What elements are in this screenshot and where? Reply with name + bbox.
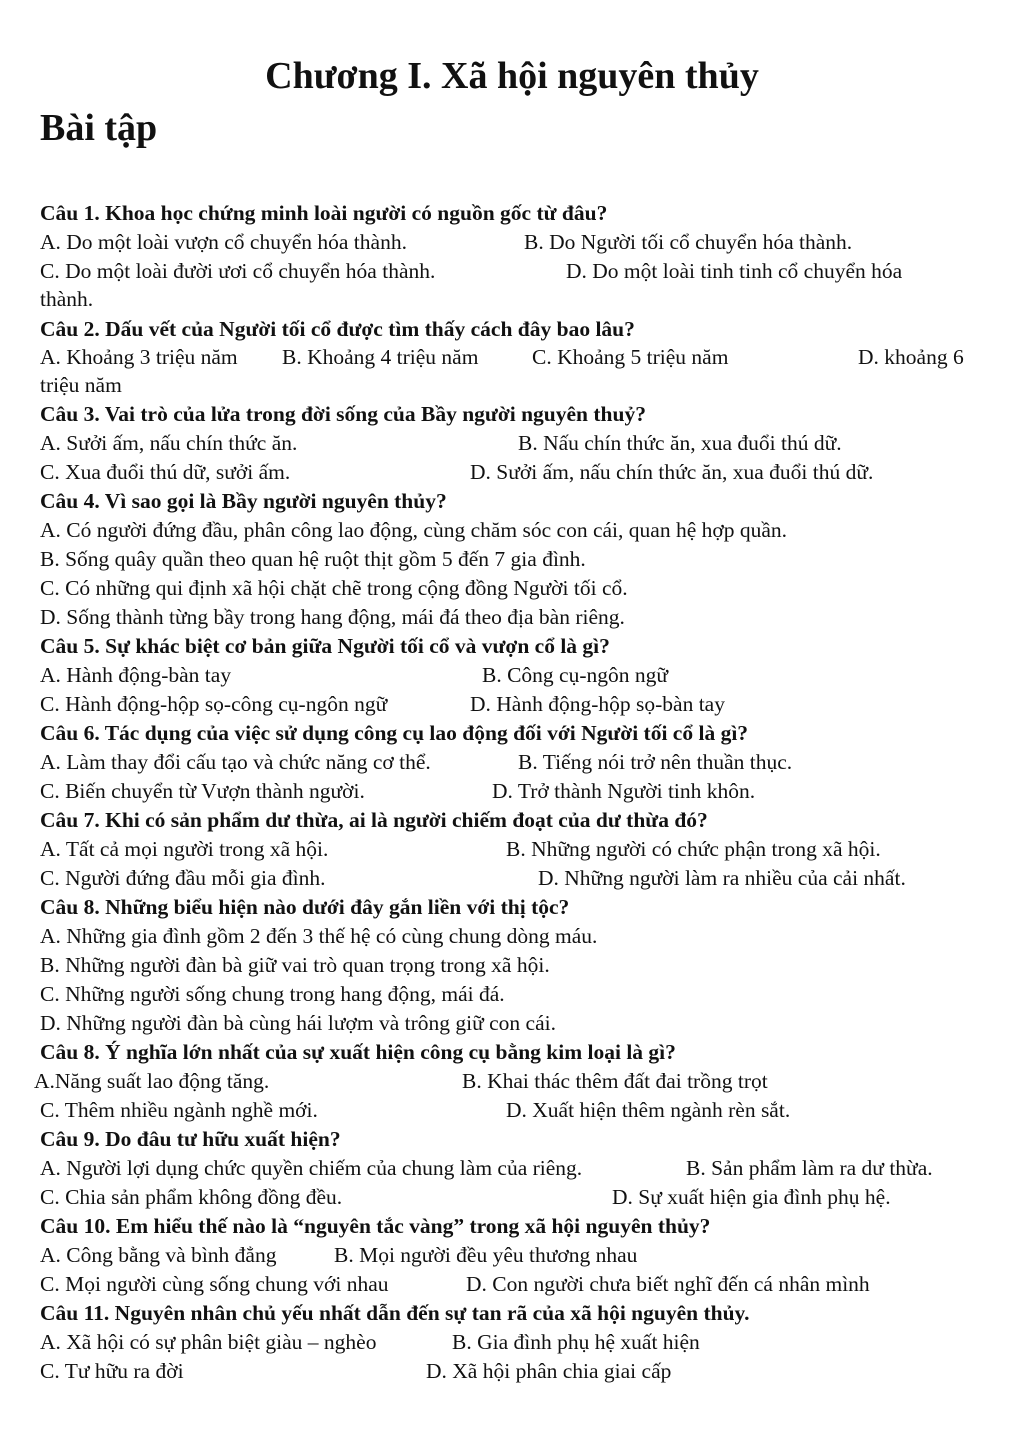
answer-row — [0, 228, 1024, 257]
question-3 — [0, 400, 1024, 429]
answer-row — [0, 574, 1024, 603]
section-title: Bài tập — [40, 107, 158, 149]
question-11 — [0, 1299, 1024, 1328]
option-a: A.Năng suất lao động tăng. — [34, 1069, 270, 1093]
question-text: Câu 9. Do đâu tư hữu xuất hiện? — [40, 1127, 341, 1151]
option-a: A. Xã hội có sự phân biệt giàu – nghèo — [40, 1330, 377, 1354]
answer-row — [0, 748, 1024, 777]
option-c: C. Những người sống chung trong hang động, mái đá. — [40, 982, 505, 1006]
question-9 — [0, 1125, 1024, 1154]
option-a: A. Những gia đình gồm 2 đến 3 thế hệ có cùng chung dòng máu. — [40, 924, 598, 948]
option-b: B. Công cụ-ngôn ngữ — [482, 663, 669, 687]
question-4 — [0, 487, 1024, 516]
option-c: C. Xua đuổi thú dữ, sưởi ấm. — [40, 460, 291, 484]
option-c: C. Thêm nhiều ngành nghề mới. — [40, 1098, 318, 1122]
question-5 — [0, 632, 1024, 661]
option-b: B. Những người có chức phận trong xã hội. — [506, 837, 881, 861]
option-c: C. Mọi người cùng sống chung với nhau — [40, 1272, 389, 1296]
answer-row — [0, 1009, 1024, 1038]
option-b: B. Gia đình phụ hệ xuất hiện — [452, 1330, 700, 1354]
question-text: Câu 6. Tác dụng của việc sử dụng công cụ lao động đối với Người tối cổ là gì? — [40, 721, 749, 745]
answer-row — [0, 545, 1024, 574]
answer-row — [0, 343, 1024, 372]
answer-row — [0, 429, 1024, 458]
answer-row — [0, 1357, 1024, 1386]
option-c: C. Chia sản phẩm không đồng đều. — [40, 1185, 343, 1209]
option-d: D. Sưởi ấm, nấu chín thức ăn, xua đuổi thú dữ. — [470, 460, 874, 484]
question-text: Câu 3. Vai trò của lửa trong đời sống của Bầy người nguyên thuỷ? — [40, 402, 646, 426]
option-c: C. Người đứng đầu mỗi gia đình. — [40, 866, 326, 890]
option-a: A. Tất cả mọi người trong xã hội. — [40, 837, 329, 861]
question-6 — [0, 719, 1024, 748]
answer-row — [0, 516, 1024, 545]
option-a: A. Do một loài vượn cổ chuyển hóa thành. — [40, 230, 407, 254]
option-a: A. Người lợi dụng chức quyền chiếm của chung làm của riêng. — [40, 1156, 583, 1180]
answer-row — [0, 458, 1024, 487]
option-d: D. Con người chưa biết nghĩ đến cá nhân mình — [466, 1272, 870, 1296]
question-text: Câu 5. Sự khác biệt cơ bản giữa Người tối cổ và vượn cổ là gì? — [40, 634, 610, 658]
option-a: A. Hành động-bàn tay — [40, 663, 232, 687]
question-text: Câu 7. Khi có sản phẩm dư thừa, ai là người chiếm đoạt của dư thừa đó? — [40, 808, 708, 832]
answer-row — [0, 1270, 1024, 1299]
question-7 — [0, 806, 1024, 835]
question-text: Câu 8. Những biểu hiện nào dưới đây gắn liền với thị tộc? — [40, 895, 570, 919]
question-text: Câu 8. Ý nghĩa lớn nhất của sự xuất hiện công cụ bằng kim loại là gì? — [40, 1040, 676, 1064]
option-a: A. Khoảng 3 triệu năm — [40, 345, 238, 369]
question-1 — [0, 199, 1024, 228]
answer-row — [0, 1328, 1024, 1357]
answer-row — [0, 257, 1024, 286]
question-8 — [0, 893, 1024, 922]
option-c: C. Khoảng 5 triệu năm — [532, 345, 729, 369]
answer-row — [0, 285, 1024, 314]
option-d-continued: triệu năm — [40, 373, 122, 397]
option-b: B. Sống quây quần theo quan hệ ruột thịt gồm 5 đến 7 gia đình. — [40, 547, 586, 571]
answer-row — [0, 371, 1024, 400]
option-d: D. Xã hội phân chia giai cấp — [426, 1359, 672, 1383]
option-d: D. Sống thành từng bầy trong hang động, mái đá theo địa bàn riêng. — [40, 605, 625, 629]
option-d: D. khoảng 6 — [858, 345, 964, 369]
answer-row — [0, 1241, 1024, 1270]
answer-row — [0, 603, 1024, 632]
chapter-title: Chương I. Xã hội nguyên thủy — [265, 55, 759, 97]
option-d: D. Xuất hiện thêm ngành rèn sắt. — [506, 1098, 791, 1122]
answer-row — [0, 864, 1024, 893]
option-d: D. Do một loài tinh tinh cổ chuyển hóa — [566, 259, 903, 283]
answer-row — [0, 661, 1024, 690]
option-b: B. Sản phẩm làm ra dư thừa. — [686, 1156, 933, 1180]
answer-row — [0, 1154, 1024, 1183]
option-d: D. Những người đàn bà cùng hái lượm và trông giữ con cái. — [40, 1011, 556, 1035]
question-8b — [0, 1038, 1024, 1067]
option-a: A. Công bằng và bình đẳng — [40, 1243, 277, 1267]
option-b: B. Mọi người đều yêu thương nhau — [334, 1243, 638, 1267]
option-a: A. Sưởi ấm, nấu chín thức ăn. — [40, 431, 298, 455]
option-b: B. Do Người tối cổ chuyển hóa thành. — [524, 230, 853, 254]
option-c: C. Tư hữu ra đời — [40, 1359, 184, 1383]
option-b: B. Nấu chín thức ăn, xua đuổi thú dữ. — [518, 431, 842, 455]
question-2 — [0, 315, 1024, 344]
option-d: D. Hành động-hộp sọ-bàn tay — [470, 692, 725, 716]
option-b: B. Tiếng nói trở nên thuần thục. — [518, 750, 793, 774]
option-d: D. Trở thành Người tinh khôn. — [492, 779, 756, 803]
question-10 — [0, 1212, 1024, 1241]
question-text: Câu 1. Khoa học chứng minh loài người có nguồn gốc từ đâu? — [40, 201, 608, 225]
option-b: B. Những người đàn bà giữ vai trò quan trọng trong xã hội. — [40, 953, 550, 977]
option-c: C. Hành động-hộp sọ-công cụ-ngôn ngữ — [40, 692, 388, 716]
answer-row — [0, 980, 1024, 1009]
answer-row — [0, 690, 1024, 719]
question-text: Câu 11. Nguyên nhân chủ yếu nhất dẫn đến sự tan rã của xã hội nguyên thủy. — [40, 1301, 750, 1325]
answer-row — [0, 922, 1024, 951]
question-text: Câu 4. Vì sao gọi là Bầy người nguyên thủy? — [40, 489, 447, 513]
answer-row — [0, 1183, 1024, 1212]
question-text: Câu 10. Em hiểu thế nào là “nguyên tắc vàng” trong xã hội nguyên thủy? — [40, 1214, 711, 1238]
answer-row — [0, 951, 1024, 980]
option-d: D. Những người làm ra nhiều của cải nhất. — [538, 866, 906, 890]
option-c: C. Biến chuyển từ Vượn thành người. — [40, 779, 365, 803]
question-text: Câu 2. Dấu vết của Người tối cổ được tìm thấy cách đây bao lâu? — [40, 317, 635, 341]
answer-row — [0, 1067, 1024, 1096]
answer-row — [0, 777, 1024, 806]
option-b: B. Khai thác thêm đất đai trồng trọt — [462, 1069, 768, 1093]
option-c: C. Do một loài đười ươi cổ chuyển hóa thành. — [40, 259, 436, 283]
option-d: D. Sự xuất hiện gia đình phụ hệ. — [612, 1185, 891, 1209]
option-b: B. Khoảng 4 triệu năm — [282, 345, 479, 369]
option-c: C. Có những qui định xã hội chặt chẽ trong cộng đồng Người tối cổ. — [40, 576, 628, 600]
answer-row — [0, 1096, 1024, 1125]
option-d-continued: thành. — [40, 287, 94, 311]
answer-row — [0, 835, 1024, 864]
option-a: A. Có người đứng đầu, phân công lao động, cùng chăm sóc con cái, quan hệ hợp quần. — [40, 518, 788, 542]
option-a: A. Làm thay đổi cấu tạo và chức năng cơ thể. — [40, 750, 431, 774]
